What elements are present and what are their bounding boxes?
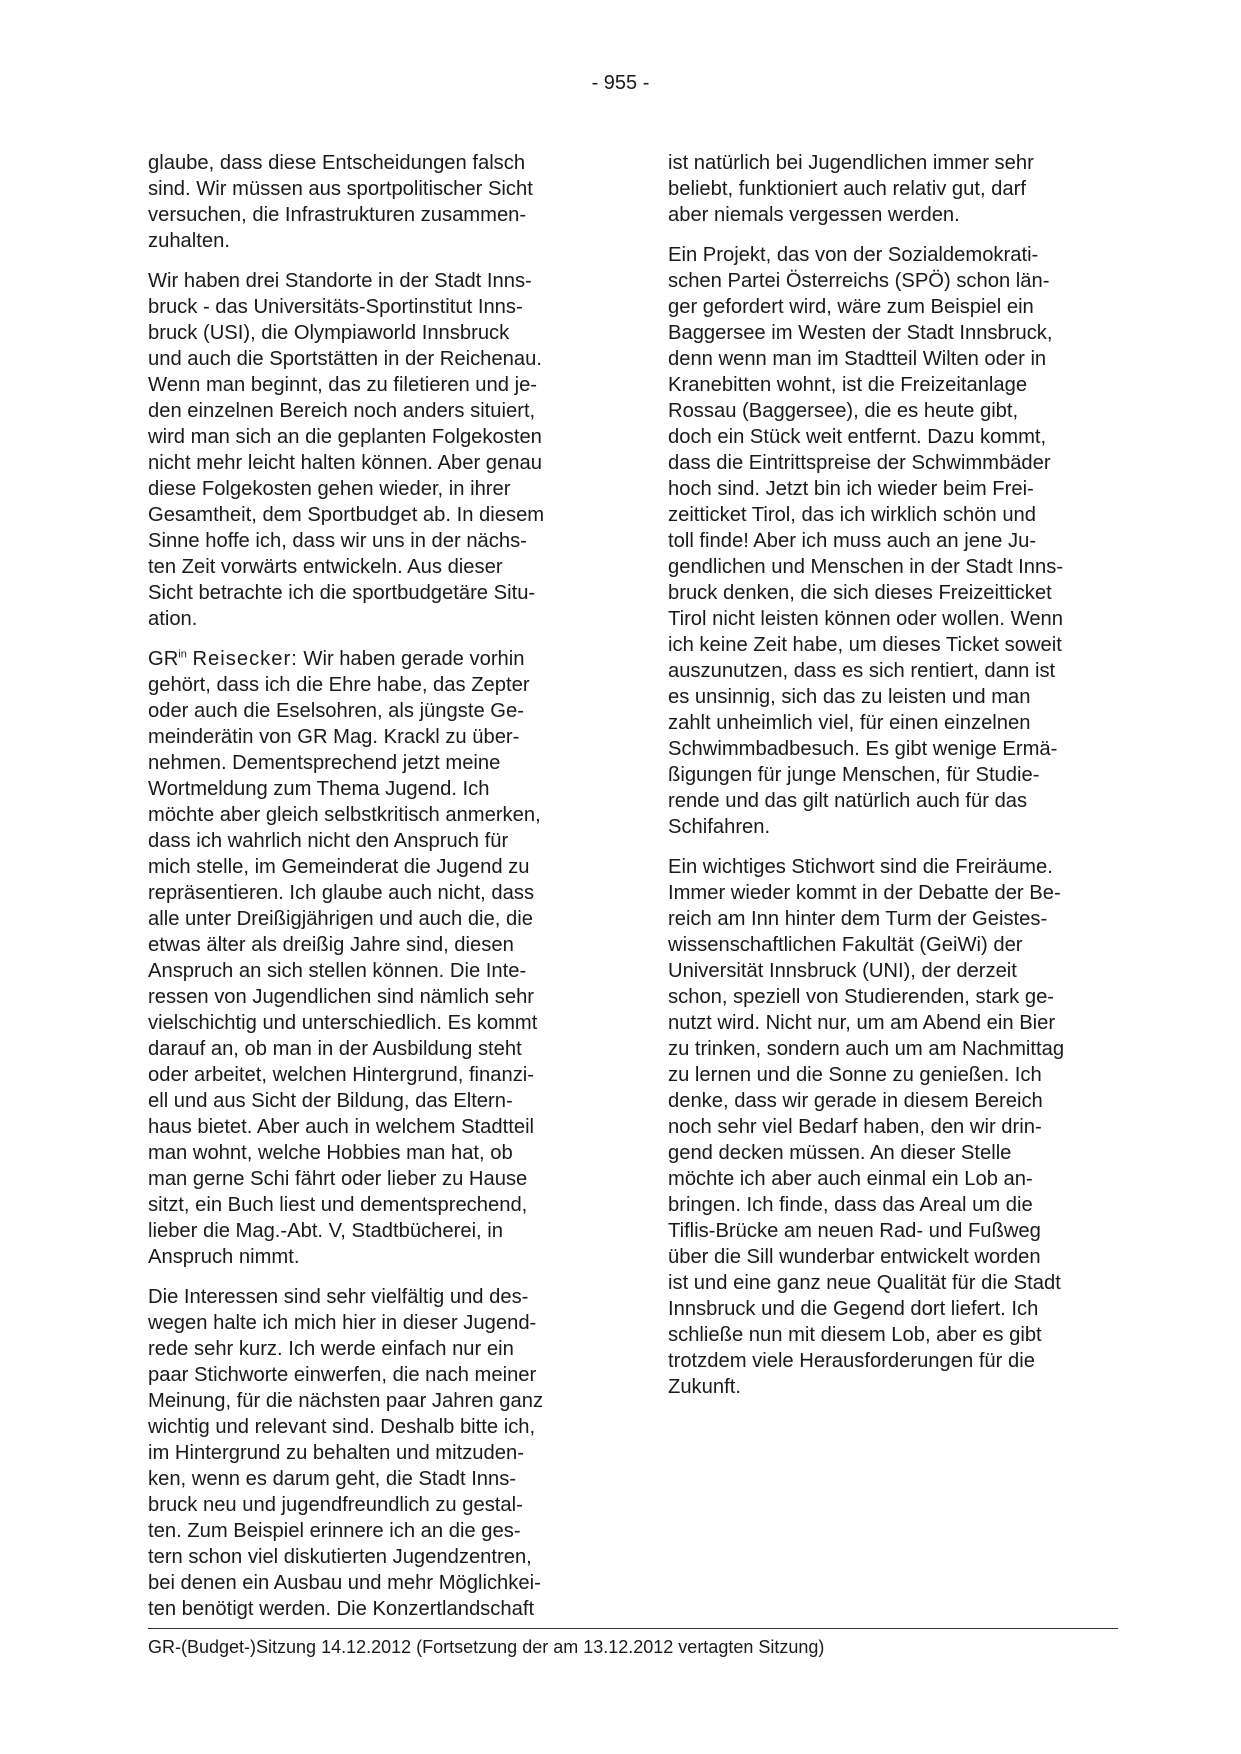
left-column (148, 150, 588, 1636)
speaker-name: Reisecker: (192, 648, 298, 670)
speaker-text: Wir haben gerade vorhin gehört, dass ich die Ehre habe, das Zepter oder auch die Eselsohren, als jüngste Ge- meinderätin von GR Mag. Krackl zu über- nehmen. Dementsprechend jetzt meine Wortmeldung zum Thema Jugend. Ich möchte aber gleich selbstkritisch anmerken, dass ich wahrlich nicht den Anspruch für mich stelle, im Gemeinderat die Jugend zu repräsentieren. Ich glaube auch nicht, dass alle unter Dreißigjährigen und auch die, die etwas älter als dreißig Jahre sind, diesen Anspruch an sich stellen können. Die Inte- ressen von Jugendlichen sind nämlich sehr vielschichtig und unterschiedlich. Es kommt darauf an, ob man in der Ausbildung steht oder arbeitet, welchen Hintergrund, finanzi- ell und aus Sicht der Bildung, das Eltern- haus bietet. Aber auch in welchem Stadtteil man wohnt, welche Hobbies man hat, ob man gerne Schi fährt oder lieber zu Hause sitzt, ein Buch liest und dementsprechend, lieber die Mag.-Abt. V, Stadtbücherei, in Anspruch nimmt. (148, 648, 541, 1268)
page-footer: GR-(Budget-)Sitzung 14.12.2012 (Fortsetzung der am 13.12.2012 vertagten Sitzung) (148, 1637, 825, 1657)
speaker-paragraph (148, 646, 588, 1270)
paragraph: Wir haben drei Standorte in der Stadt Inns- bruck - das Universitäts-Sportinstitut Inns- bruck (USI), die Olympiaworld Innsbruck und auch die Sportstätten in der Reichenau. Wenn man beginnt, das zu filetieren und je- den einzelnen Bereich noch anders situiert, wird man sich an die geplanten Folgekosten nicht mehr leicht halten können. Aber genau diese Folgekosten gehen wieder, in ihrer Gesamtheit, dem Sportbudget ab. In diesem Sinne hoffe ich, dass wir uns in der nächs- ten Zeit vorwärts entwickeln. Aus dieser Sicht betrachte ich die sportbudgetäre Situ- ation. (148, 270, 545, 630)
page-number: - 955 - (591, 72, 650, 94)
speaker-title-suffix: in (178, 648, 187, 661)
paragraph: ist natürlich bei Jugendlichen immer sehr beliebt, funktioniert auch relativ gut, darf aber niemals vergessen werden. (668, 152, 1034, 226)
right-column (668, 150, 1108, 1414)
paragraph: Ein Projekt, das von der Sozialdemokrati- schen Partei Österreichs (SPÖ) schon län- ger gefordert wird, wäre zum Beispiel ein Baggersee im Westen der Stadt Innsbruck, denn wenn man im Stadtteil Wilten oder in Kranebitten wohnt, ist die Freizeitanlage Rossau (Baggersee), die es heute gibt, doch ein Stück weit entfernt. Dazu kommt, dass die Eintrittspreise der Schwimmbäder hoch sind. Jetzt bin ich wieder beim Frei- zeitticket Tirol, das ich wirklich schön und toll finde! Aber ich muss auch an jene Ju- gendlichen und Menschen in der Stadt Inns- bruck denken, die sich dieses Freizeitticket Tirol nicht leisten können oder wollen. Wenn ich keine Zeit habe, um dieses Ticket soweit auszunutzen, dass es sich rentiert, dann ist es unsinnig, sich das zu leisten und man zahlt unheimlich viel, für einen einzelnen Schwimmbadbesuch. Es gibt wenige Ermä- ßigungen für junge Menschen, für Studie- rende und das gilt natürlich auch für das Schifahren. (668, 244, 1064, 838)
paragraph: Die Interessen sind sehr vielfältig und des- wegen halte ich mich hier in dieser Jugend- rede sehr kurz. Ich werde einfach nur ein paar Stichworte einwerfen, die nach meiner Meinung, für die nächsten paar Jahren ganz wichtig und relevant sind. Deshalb bitte ich, im Hintergrund zu behalten und mitzuden- ken, wenn es darum geht, die Stadt Inns- bruck neu und jugendfreundlich zu gestal- ten. Zum Beispiel erinnere ich an die ges- tern schon viel diskutierten Jugendzentren, bei denen ein Ausbau und mehr Möglichkei- ten benötigt werden. Die Konzertlandschaft (148, 1286, 544, 1620)
speaker-title: GR (148, 648, 179, 670)
paragraph: Ein wichtiges Stichwort sind die Freiräume. Immer wieder kommt in der Debatte der Be- reich am Inn hinter dem Turm der Geistes- wissenschaftlichen Fakultät (GeiWi) der Universität Innsbruck (UNI), der derzeit schon, speziell von Studierenden, stark ge- nutzt wird. Nicht nur, um am Abend ein Bier zu trinken, sondern auch um am Nachmittag zu lernen und die Sonne zu genießen. Ich denke, dass wir gerade in diesem Bereich noch sehr viel Bedarf haben, den wir drin- gend decken müssen. An dieser Stelle möchte ich aber auch einmal ein Lob an- bringen. Ich finde, dass das Areal um die Tiflis-Brücke am neuen Rad- und Fußweg über die Sill wunderbar entwickelt worden ist und eine ganz neue Qualität für die Stadt Innsbruck und die Gegend dort liefert. Ich schließe nun mit diesem Lob, aber es gibt trotzdem viele Herausforderungen für die Zukunft. (668, 856, 1065, 1398)
paragraph: glaube, dass diese Entscheidungen falsch sind. Wir müssen aus sportpolitischer Sicht versuchen, die Infrastrukturen zusammen- zuhalten. (148, 152, 533, 252)
footer-divider (148, 1628, 1118, 1629)
